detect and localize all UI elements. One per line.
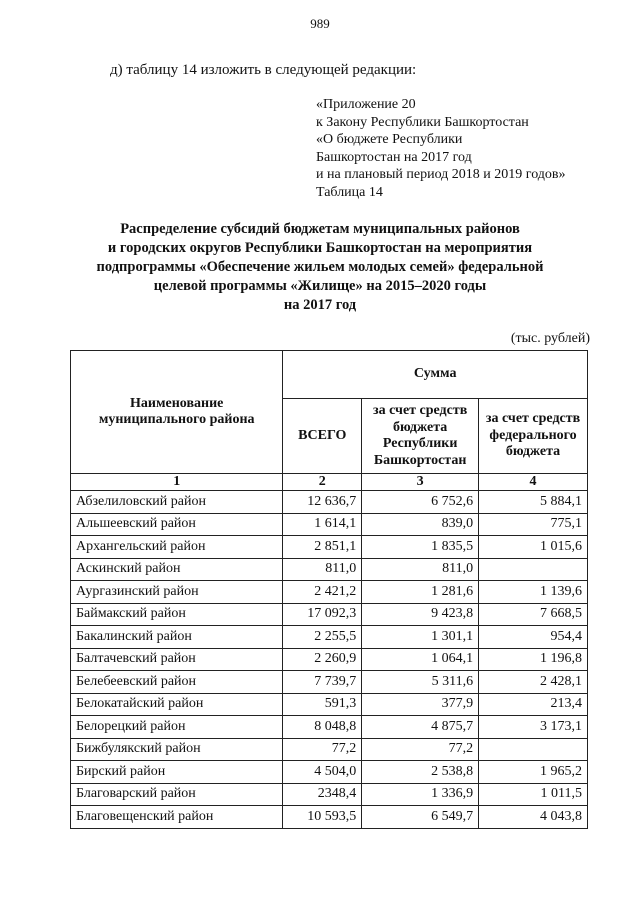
federal-amount: 1 011,5: [479, 783, 588, 806]
total-amount: 2 260,9: [283, 648, 362, 671]
total-amount: 4 504,0: [283, 761, 362, 784]
district-name: Абзелиловский район: [71, 491, 283, 514]
appendix-reference: [316, 96, 566, 201]
table-row: [71, 581, 588, 604]
republic-amount: 1 301,1: [362, 626, 479, 649]
republic-amount: 839,0: [362, 513, 479, 536]
district-name: Благоварский район: [71, 783, 283, 806]
column-number: 3: [362, 474, 479, 491]
title-line: Распределение субсидий бюджетам муниципальных районов: [120, 221, 520, 237]
total-amount: 1 614,1: [283, 513, 362, 536]
republic-amount: 2 538,8: [362, 761, 479, 784]
title-line: подпрограммы «Обеспечение жильем молодых семей» федеральной: [96, 259, 544, 275]
table-row: [71, 693, 588, 716]
header-total: ВСЕГО: [283, 399, 362, 474]
republic-amount: 811,0: [362, 558, 479, 581]
republic-amount: 1 064,1: [362, 648, 479, 671]
republic-amount: 6 752,6: [362, 491, 479, 514]
appendix-line: Башкортостан на 2017 год: [316, 149, 472, 165]
federal-amount: 1 196,8: [479, 648, 588, 671]
federal-amount: 7 668,5: [479, 603, 588, 626]
table-row: [71, 536, 588, 559]
district-name: Аургазинский район: [71, 581, 283, 604]
header-federal-budget: за счет средств федерального бюджета: [479, 399, 588, 474]
district-name: Бирский район: [71, 761, 283, 784]
district-name: Балтачевский район: [71, 648, 283, 671]
federal-amount: 3 173,1: [479, 716, 588, 739]
title-line: целевой программы «Жилище» на 2015–2020 годы: [153, 278, 487, 294]
header-district-name: Наименование муниципального района: [71, 351, 283, 474]
district-name: Белорецкий район: [71, 716, 283, 739]
district-name: Бижбулякский район: [71, 738, 283, 761]
republic-amount: 6 549,7: [362, 806, 479, 829]
total-amount: 2 421,2: [283, 581, 362, 604]
federal-amount: [479, 738, 588, 761]
federal-amount: 213,4: [479, 693, 588, 716]
table-row: [71, 603, 588, 626]
republic-amount: 377,9: [362, 693, 479, 716]
total-amount: 7 739,7: [283, 671, 362, 694]
total-amount: 591,3: [283, 693, 362, 716]
district-name: Альшеевский район: [71, 513, 283, 536]
federal-amount: 1 965,2: [479, 761, 588, 784]
table-row: [71, 491, 588, 514]
header-republic-budget: за счет средств бюджета Республики Башкортостан: [362, 399, 479, 474]
table-row: [71, 761, 588, 784]
table-row: [71, 671, 588, 694]
appendix-line: «Приложение 20: [316, 97, 416, 112]
total-amount: 2 255,5: [283, 626, 362, 649]
table-row: [71, 738, 588, 761]
federal-amount: [479, 558, 588, 581]
total-amount: 12 636,7: [283, 491, 362, 514]
units-note: (тыс. рублей): [510, 331, 590, 346]
subsidy-table: [70, 350, 588, 829]
federal-amount: 4 043,8: [479, 806, 588, 829]
federal-amount: 1 139,6: [479, 581, 588, 604]
total-amount: 2 851,1: [283, 536, 362, 559]
appendix-line: и на плановый период 2018 и 2019 годов»: [316, 167, 566, 182]
republic-amount: 4 875,7: [362, 716, 479, 739]
title-line: и городских округов Республики Башкортостан на мероприятия: [107, 240, 533, 256]
total-amount: 10 593,5: [283, 806, 362, 829]
table-row: [71, 783, 588, 806]
total-amount: 17 092,3: [283, 603, 362, 626]
total-amount: 2348,4: [283, 783, 362, 806]
federal-amount: 1 015,6: [479, 536, 588, 559]
table-row: [71, 513, 588, 536]
district-name: Белебеевский район: [71, 671, 283, 694]
total-amount: 77,2: [283, 738, 362, 761]
table-number: Таблица 14: [316, 184, 383, 200]
republic-amount: 9 423,8: [362, 603, 479, 626]
republic-amount: 77,2: [362, 738, 479, 761]
appendix-line: к Закону Республики Башкортостан: [316, 114, 529, 130]
district-name: Благовещенский район: [71, 806, 283, 829]
district-name: Архангельский район: [71, 536, 283, 559]
federal-amount: 2 428,1: [479, 671, 588, 694]
federal-amount: 5 884,1: [479, 491, 588, 514]
republic-amount: 1 336,9: [362, 783, 479, 806]
page-number: 989: [310, 16, 330, 31]
republic-amount: 5 311,6: [362, 671, 479, 694]
table-row: [71, 716, 588, 739]
district-name: Белокатайский район: [71, 693, 283, 716]
column-number: 2: [283, 474, 362, 491]
header-sum: Сумма: [283, 351, 588, 399]
column-number: 1: [71, 474, 283, 491]
republic-amount: 1 281,6: [362, 581, 479, 604]
table-row: [71, 648, 588, 671]
document-title: [60, 220, 580, 315]
federal-amount: 775,1: [479, 513, 588, 536]
table-row: [71, 806, 588, 829]
total-amount: 811,0: [283, 558, 362, 581]
district-name: Баймакский район: [71, 603, 283, 626]
district-name: Аскинский район: [71, 558, 283, 581]
table-row: [71, 626, 588, 649]
column-number: 4: [479, 474, 588, 491]
federal-amount: 954,4: [479, 626, 588, 649]
table-row: [71, 558, 588, 581]
appendix-line: «О бюджете Республики: [316, 132, 463, 147]
amendment-instruction: д) таблицу 14 изложить в следующей редакции:: [110, 62, 417, 78]
district-name: Бакалинский район: [71, 626, 283, 649]
total-amount: 8 048,8: [283, 716, 362, 739]
title-line: на 2017 год: [283, 297, 357, 313]
republic-amount: 1 835,5: [362, 536, 479, 559]
